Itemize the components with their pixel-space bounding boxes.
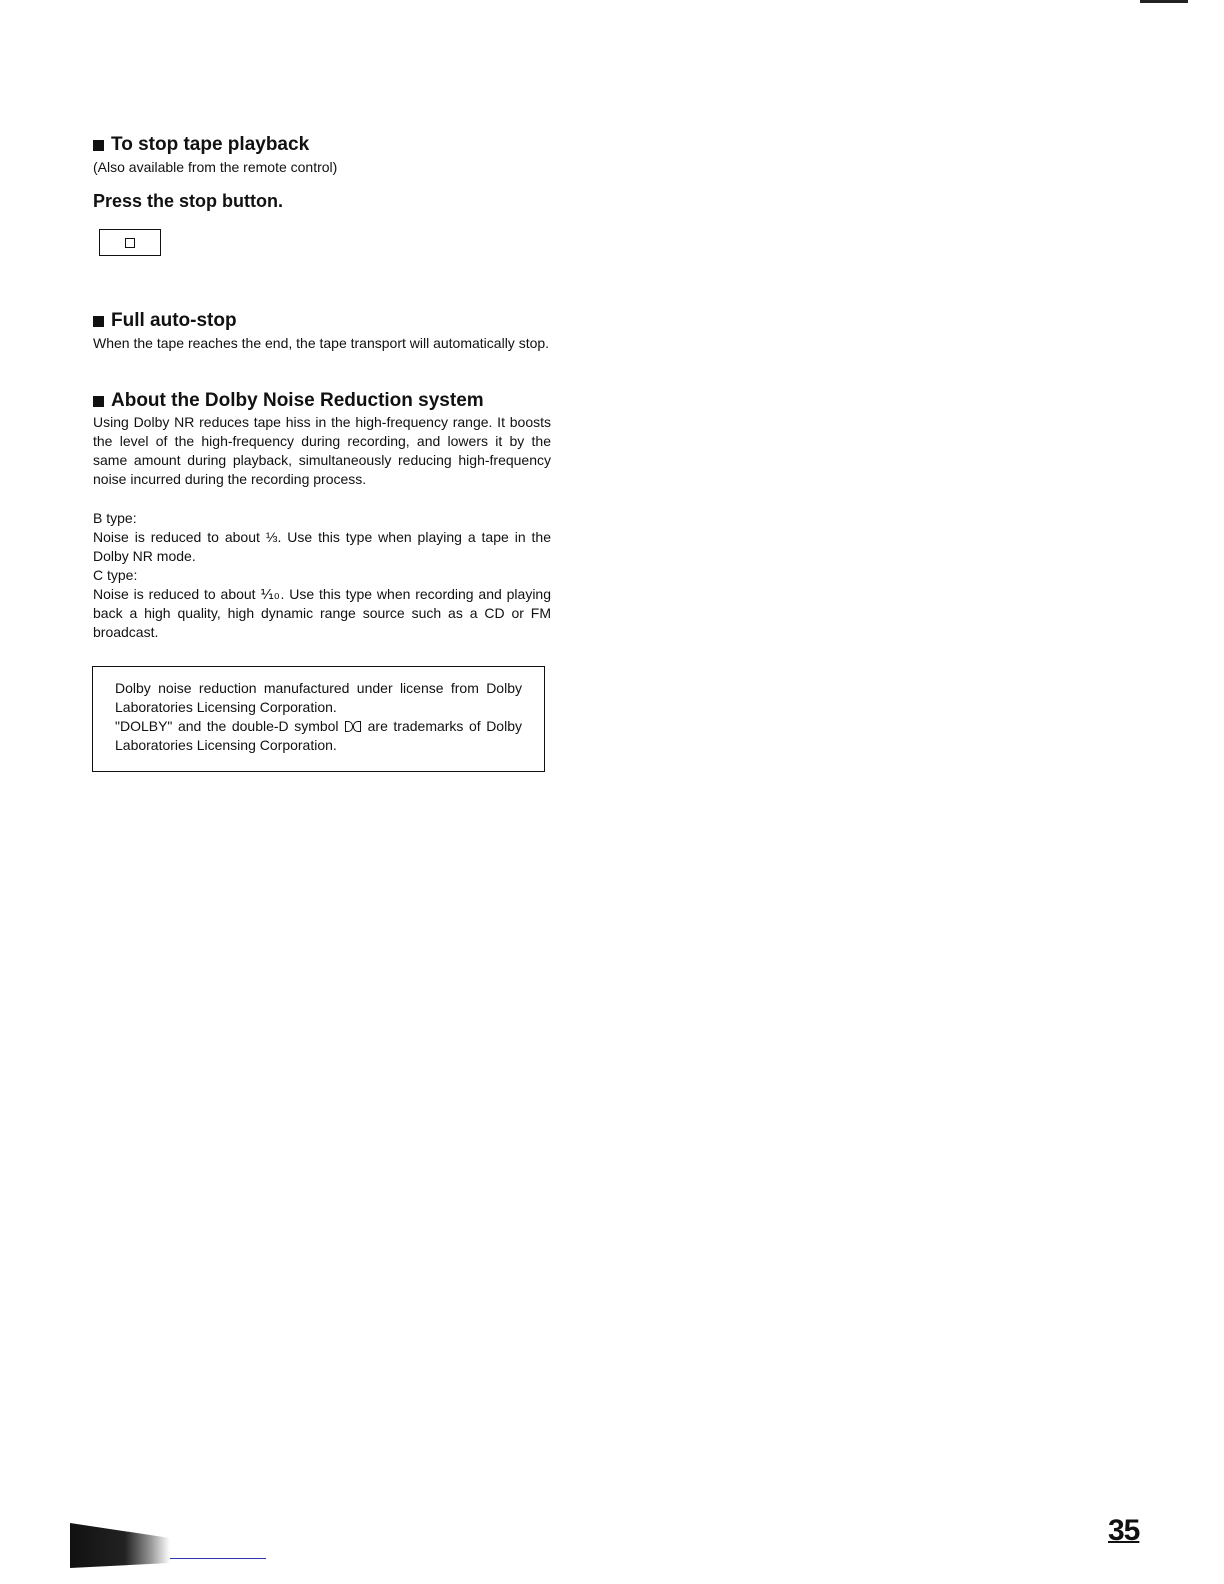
instruction-step: Press the stop button.	[93, 191, 284, 211]
section-heading-dolby	[93, 390, 551, 412]
section-dolby	[93, 390, 551, 642]
section-autostop	[93, 310, 551, 353]
c-type-text: Noise is reduced to about ⅒. Use this type when recording and playing back a high quality, high dynamic range source such as a CD or FM broadcast.	[93, 586, 551, 640]
stop-button[interactable]	[99, 229, 161, 256]
remote-note: (Also available from the remote control)	[93, 159, 338, 175]
notice-line-1: Dolby noise reduction manufactured under license from Dolby Laboratories Licensing Corporation.	[115, 680, 522, 715]
notice-line-2	[115, 717, 522, 755]
section-stop	[93, 134, 551, 212]
scan-edge-line	[170, 1558, 266, 1559]
autostop-text: When the tape reaches the end, the tape transport will automatically stop.	[93, 335, 550, 351]
top-edge-mark	[1140, 0, 1188, 3]
heading-text: To stop tape playback	[111, 134, 310, 155]
scan-edge-mark	[70, 1518, 170, 1568]
b-type-text: Noise is reduced to about ⅓. Use this type when playing a tape in the Dolby NR mode.	[93, 529, 551, 564]
section-heading-autostop	[93, 310, 551, 332]
notice-line-2-start: "DOLBY" and the double-D symbol	[115, 718, 339, 734]
heading-text: About the Dolby Noise Reduction system	[111, 390, 484, 411]
page-number: 35	[1108, 1514, 1140, 1547]
section-heading-stop	[93, 134, 551, 156]
square-bullet-icon	[93, 316, 104, 327]
square-bullet-icon	[93, 140, 104, 151]
b-type-label: B type:	[93, 510, 137, 526]
square-bullet-icon	[93, 396, 104, 407]
notice-line-2-end: are trademarks of Dolby Laboratories Licensing Corporation.	[115, 718, 522, 753]
dolby-intro-text: Using Dolby NR reduces tape hiss in the high-frequency range. It boosts the level of the high-frequency during recording, and lowers it by the same amount during playback, simultaneously reducing high-frequency noise incurred during the recording process.	[93, 414, 551, 487]
double-d-symbol-icon	[345, 721, 361, 732]
heading-text: Full auto-stop	[111, 310, 237, 331]
trademark-notice-box	[92, 666, 545, 772]
stop-square-icon	[125, 238, 135, 248]
c-type-label: C type:	[93, 567, 138, 583]
